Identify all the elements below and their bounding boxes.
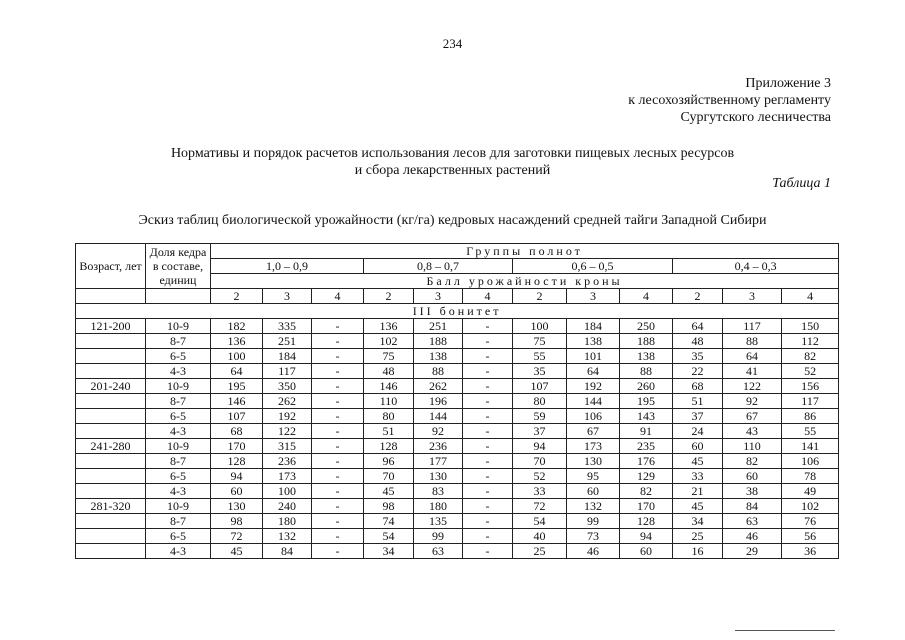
value-cell: 25 [513,544,567,559]
value-cell: 45 [364,484,414,499]
value-cell: - [463,544,513,559]
value-cell: 40 [513,529,567,544]
value-cell: 251 [414,319,463,334]
value-cell: 86 [782,409,839,424]
page-number: 234 [442,36,463,51]
value-cell: 196 [414,394,463,409]
value-cell: 130 [414,469,463,484]
share-cell: 6-5 [146,469,211,484]
score-header-cell: 4 [782,289,839,304]
value-cell: 70 [513,454,567,469]
value-cell: 45 [673,454,723,469]
value-cell: 176 [620,454,673,469]
value-cell: - [312,514,364,529]
value-cell: 84 [723,499,782,514]
value-cell: 100 [513,319,567,334]
value-cell: 146 [364,379,414,394]
value-cell: 350 [263,379,312,394]
value-cell: 34 [364,544,414,559]
value-cell: - [312,544,364,559]
value-cell: 21 [673,484,723,499]
value-cell: - [463,424,513,439]
value-cell: 46 [723,529,782,544]
value-cell: 150 [782,319,839,334]
table-row [76,424,839,439]
score-header-cell: 3 [567,289,620,304]
share-cell: 8-7 [146,394,211,409]
title-line-1: Нормативы и порядок расчетов использования лесов для заготовки пищевых лесных ресурсов [170,146,735,161]
table-row [76,394,839,409]
header-density-groups: Группы полнот [211,244,839,259]
value-cell: 192 [567,379,620,394]
table-body [76,319,839,559]
value-cell: - [312,349,364,364]
value-cell: - [312,469,364,484]
table-label: Таблица 1 [772,176,831,191]
score-header-cell: 2 [364,289,414,304]
value-cell: 82 [723,454,782,469]
value-cell: 63 [414,544,463,559]
table-row [76,379,839,394]
value-cell: 64 [211,364,263,379]
density-group: 0,8 – 0,7 [364,259,513,274]
value-cell: 25 [673,529,723,544]
value-cell: - [463,439,513,454]
value-cell: 92 [723,394,782,409]
score-header-cell: 3 [414,289,463,304]
value-cell: 188 [620,334,673,349]
document-title [90,145,815,179]
value-cell: 92 [414,424,463,439]
share-cell: 4-3 [146,544,211,559]
score-row [76,289,839,304]
age-cell: 121-200 [76,319,146,334]
value-cell: 34 [673,514,723,529]
value-cell: - [312,409,364,424]
table-row [76,334,839,349]
value-cell: 102 [782,499,839,514]
value-cell: 141 [782,439,839,454]
age-cell [76,334,146,349]
value-cell: 132 [263,529,312,544]
table-row [76,514,839,529]
age-cell [76,514,146,529]
value-cell: 180 [414,499,463,514]
value-cell: 82 [620,484,673,499]
value-cell: 177 [414,454,463,469]
value-cell: 36 [782,544,839,559]
value-cell: 82 [782,349,839,364]
header-age: Возраст, лет [76,244,146,289]
value-cell: - [312,529,364,544]
value-cell: 156 [782,379,839,394]
value-cell: 84 [263,544,312,559]
value-cell: 107 [513,379,567,394]
value-cell: 136 [211,334,263,349]
value-cell: 195 [211,379,263,394]
appendix-line-3: Сургутского лесничества [680,110,831,125]
value-cell: 138 [567,334,620,349]
value-cell: 70 [364,469,414,484]
value-cell: 96 [364,454,414,469]
value-cell: - [463,529,513,544]
value-cell: 110 [723,439,782,454]
value-cell: - [463,349,513,364]
bonitet-header: III бонитет [76,304,839,319]
value-cell: 59 [513,409,567,424]
value-cell: 122 [263,424,312,439]
age-cell [76,349,146,364]
value-cell: - [312,379,364,394]
value-cell: - [463,334,513,349]
value-cell: 64 [567,364,620,379]
value-cell: 236 [414,439,463,454]
value-cell: 132 [567,499,620,514]
value-cell: - [463,394,513,409]
score-spacer [76,289,146,304]
share-cell: 4-3 [146,484,211,499]
value-cell: - [463,484,513,499]
table-row [76,454,839,469]
table-row [76,469,839,484]
value-cell: 68 [211,424,263,439]
share-cell: 6-5 [146,529,211,544]
value-cell: 136 [364,319,414,334]
value-cell: 250 [620,319,673,334]
value-cell: 35 [673,349,723,364]
value-cell: 45 [673,499,723,514]
value-cell: 55 [782,424,839,439]
value-cell: 95 [567,469,620,484]
value-cell: 38 [723,484,782,499]
value-cell: 54 [513,514,567,529]
age-cell [76,469,146,484]
score-spacer [146,289,211,304]
share-cell: 8-7 [146,454,211,469]
share-cell: 4-3 [146,364,211,379]
age-cell [76,529,146,544]
value-cell: 335 [263,319,312,334]
value-cell: 60 [620,544,673,559]
value-cell: 184 [567,319,620,334]
yield-table [75,243,839,559]
value-cell: 94 [513,439,567,454]
value-cell: 184 [263,349,312,364]
value-cell: 60 [567,484,620,499]
value-cell: 110 [364,394,414,409]
table-row [76,439,839,454]
age-cell: 281-320 [76,499,146,514]
value-cell: 64 [723,349,782,364]
value-cell: 170 [211,439,263,454]
value-cell: 236 [263,454,312,469]
value-cell: 45 [211,544,263,559]
value-cell: - [312,454,364,469]
value-cell: 72 [211,529,263,544]
value-cell: 106 [782,454,839,469]
value-cell: 80 [364,409,414,424]
appendix-line-1: Приложение 3 [745,76,831,91]
table-row [76,409,839,424]
value-cell: 94 [211,469,263,484]
value-cell: 128 [211,454,263,469]
value-cell: 67 [723,409,782,424]
appendix-line-2: к лесохозяйственному регламенту [628,93,831,108]
density-group: 1,0 – 0,9 [211,259,364,274]
value-cell: 101 [567,349,620,364]
age-cell [76,484,146,499]
value-cell: 130 [211,499,263,514]
value-cell: 33 [673,469,723,484]
value-cell: 51 [673,394,723,409]
value-cell: 67 [567,424,620,439]
value-cell: 235 [620,439,673,454]
value-cell: 88 [723,334,782,349]
share-cell: 8-7 [146,334,211,349]
value-cell: 138 [414,349,463,364]
value-cell: 46 [567,544,620,559]
bottom-rule [735,630,835,631]
table-row [76,544,839,559]
score-header-cell: 2 [673,289,723,304]
value-cell: - [312,499,364,514]
value-cell: 94 [620,529,673,544]
value-cell: 99 [567,514,620,529]
density-group: 0,6 – 0,5 [513,259,673,274]
value-cell: 54 [364,529,414,544]
value-cell: 180 [263,514,312,529]
value-cell: 117 [723,319,782,334]
value-cell: 48 [673,334,723,349]
age-cell [76,364,146,379]
value-cell: 43 [723,424,782,439]
value-cell: 146 [211,394,263,409]
age-cell [76,394,146,409]
value-cell: 63 [723,514,782,529]
value-cell: 117 [263,364,312,379]
value-cell: 143 [620,409,673,424]
share-cell: 8-7 [146,514,211,529]
age-cell [76,454,146,469]
score-header-cell: 4 [463,289,513,304]
value-cell: 240 [263,499,312,514]
value-cell: 60 [211,484,263,499]
value-cell: 112 [782,334,839,349]
value-cell: 129 [620,469,673,484]
value-cell: 106 [567,409,620,424]
value-cell: 35 [513,364,567,379]
density-group: 0,4 – 0,3 [673,259,839,274]
share-cell: 4-3 [146,424,211,439]
score-header-cell: 4 [312,289,364,304]
value-cell: 29 [723,544,782,559]
age-cell: 201-240 [76,379,146,394]
value-cell: 91 [620,424,673,439]
value-cell: - [463,514,513,529]
value-cell: 60 [723,469,782,484]
score-header-cell: 4 [620,289,673,304]
value-cell: 192 [263,409,312,424]
share-cell: 10-9 [146,319,211,334]
value-cell: 73 [567,529,620,544]
value-cell: 98 [364,499,414,514]
age-cell [76,424,146,439]
value-cell: 75 [513,334,567,349]
age-cell [76,409,146,424]
value-cell: 135 [414,514,463,529]
value-cell: 83 [414,484,463,499]
value-cell: 188 [414,334,463,349]
value-cell: 128 [620,514,673,529]
value-cell: 107 [211,409,263,424]
value-cell: 99 [414,529,463,544]
value-cell: - [463,454,513,469]
title-line-2: и сбора лекарственных растений [354,163,551,178]
value-cell: 173 [567,439,620,454]
table-row [76,319,839,334]
value-cell: 128 [364,439,414,454]
value-cell: 100 [263,484,312,499]
value-cell: 102 [364,334,414,349]
score-header-cell: 3 [263,289,312,304]
table-row [76,484,839,499]
value-cell: 138 [620,349,673,364]
value-cell: 173 [263,469,312,484]
value-cell: 98 [211,514,263,529]
value-cell: 182 [211,319,263,334]
value-cell: - [312,364,364,379]
value-cell: 78 [782,469,839,484]
value-cell: 117 [782,394,839,409]
value-cell: 170 [620,499,673,514]
value-cell: 60 [673,439,723,454]
value-cell: 88 [414,364,463,379]
value-cell: 122 [723,379,782,394]
value-cell: 22 [673,364,723,379]
header-share: Доля кедра в составе, единиц [146,244,211,289]
table-caption: Эскиз таблиц биологической урожайности (кг/га) кедровых насаждений средней тайги Западной Сибири [138,213,767,228]
value-cell: 37 [673,409,723,424]
value-cell: 55 [513,349,567,364]
appendix-note [628,75,831,126]
age-cell [76,544,146,559]
value-cell: - [463,499,513,514]
value-cell: 195 [620,394,673,409]
value-cell: 24 [673,424,723,439]
value-cell: 262 [263,394,312,409]
value-cell: 76 [782,514,839,529]
value-cell: - [463,379,513,394]
value-cell: - [463,409,513,424]
value-cell: - [312,484,364,499]
value-cell: 144 [567,394,620,409]
value-cell: - [312,439,364,454]
score-header-cell: 3 [723,289,782,304]
share-cell: 10-9 [146,379,211,394]
value-cell: 33 [513,484,567,499]
value-cell: 56 [782,529,839,544]
share-cell: 6-5 [146,349,211,364]
table-row [76,499,839,514]
value-cell: 48 [364,364,414,379]
age-cell: 241-280 [76,439,146,454]
score-header-cell: 2 [513,289,567,304]
value-cell: 130 [567,454,620,469]
value-cell: 72 [513,499,567,514]
value-cell: - [463,469,513,484]
value-cell: 251 [263,334,312,349]
value-cell: 64 [673,319,723,334]
value-cell: - [312,319,364,334]
share-cell: 10-9 [146,439,211,454]
value-cell: 260 [620,379,673,394]
header-score: Балл урожайности кроны [211,274,839,289]
share-cell: 10-9 [146,499,211,514]
value-cell: 41 [723,364,782,379]
value-cell: 262 [414,379,463,394]
table-row [76,529,839,544]
value-cell: 100 [211,349,263,364]
table-row [76,349,839,364]
value-cell: 52 [782,364,839,379]
value-cell: 75 [364,349,414,364]
value-cell: 88 [620,364,673,379]
value-cell: - [463,319,513,334]
value-cell: - [312,334,364,349]
value-cell: - [463,364,513,379]
value-cell: 68 [673,379,723,394]
value-cell: 144 [414,409,463,424]
value-cell: 16 [673,544,723,559]
table-row [76,364,839,379]
score-header-cell: 2 [211,289,263,304]
value-cell: 52 [513,469,567,484]
value-cell: 37 [513,424,567,439]
value-cell: 74 [364,514,414,529]
value-cell: 315 [263,439,312,454]
value-cell: 80 [513,394,567,409]
value-cell: - [312,394,364,409]
value-cell: 49 [782,484,839,499]
share-cell: 6-5 [146,409,211,424]
value-cell: - [312,424,364,439]
value-cell: 51 [364,424,414,439]
